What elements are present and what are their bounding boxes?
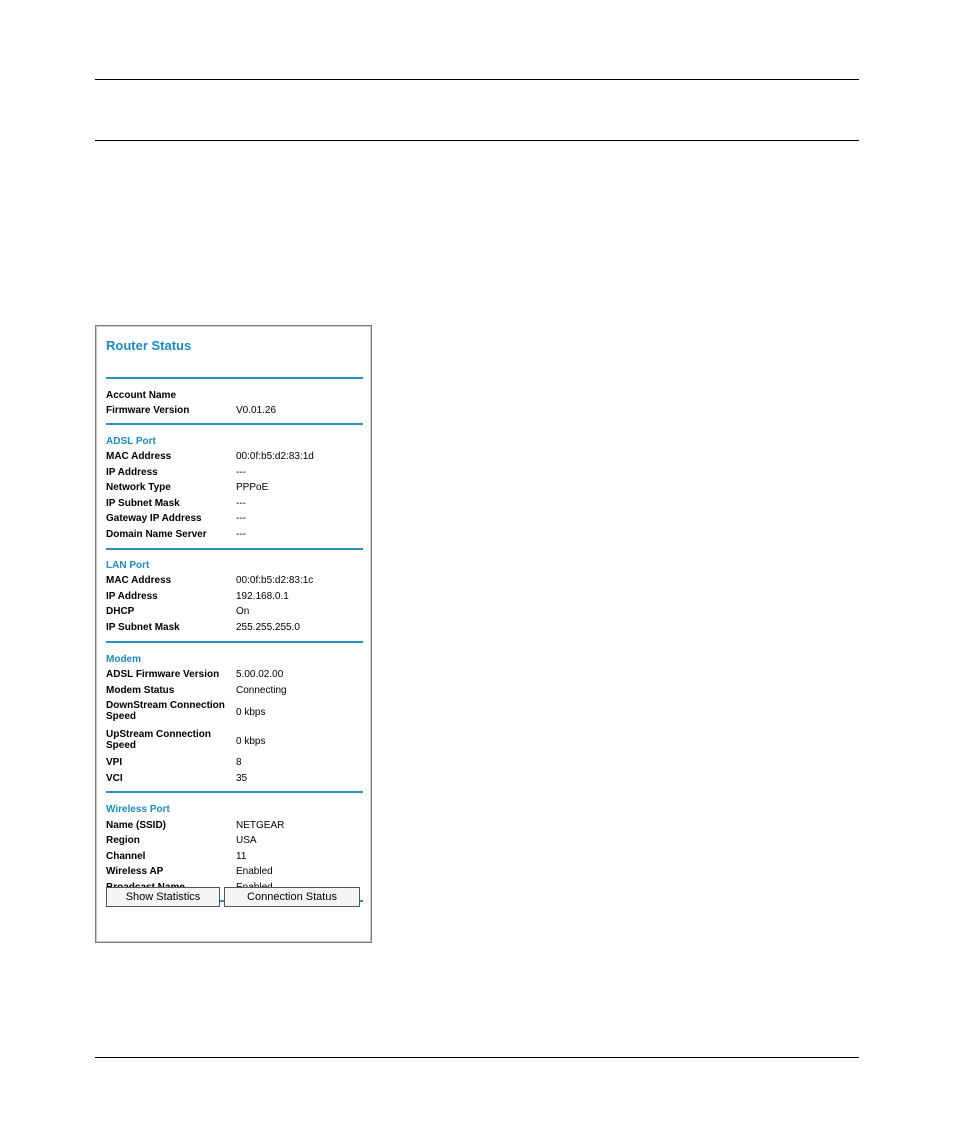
show-statistics-button[interactable]: Show Statistics	[106, 887, 220, 907]
row-label: DHCP	[106, 606, 135, 617]
row-value: ---	[236, 513, 246, 524]
connection-status-button[interactable]: Connection Status	[224, 887, 360, 907]
row-value: 192.168.0.1	[236, 591, 289, 602]
section-separator	[106, 791, 363, 793]
row-label: IP Subnet Mask	[106, 498, 180, 509]
row-value: PPPoE	[236, 482, 269, 493]
section-heading-wireless-port: Wireless Port	[106, 804, 170, 815]
row-label: Account Name	[106, 390, 177, 401]
row-value: USA	[236, 835, 257, 846]
section-separator	[106, 548, 363, 550]
row-value: 0 kbps	[236, 707, 266, 718]
panel-title: Router Status	[106, 338, 192, 353]
row-label: IP Address	[106, 467, 158, 478]
section-separator	[106, 377, 363, 379]
footer-rule	[95, 1057, 859, 1058]
row-value: 00:0f:b5:d2:83:1d	[236, 451, 314, 462]
row-value: 00:0f:b5:d2:83:1c	[236, 575, 314, 586]
row-label: Modem Status	[106, 685, 175, 696]
row-value: Connecting	[236, 685, 287, 696]
row-label: VCI	[106, 773, 123, 784]
router-status-panel	[95, 325, 372, 943]
row-label: Name (SSID)	[106, 820, 167, 831]
header-bottom-rule	[95, 140, 859, 141]
section-heading-adsl-port: ADSL Port	[106, 436, 156, 447]
row-value: 35	[236, 773, 248, 784]
row-label: Network Type	[106, 482, 171, 493]
row-value: V0.01.26	[236, 405, 277, 416]
row-label: Wireless AP	[106, 866, 164, 877]
row-value: NETGEAR	[236, 820, 285, 831]
row-value: 255.255.255.0	[236, 622, 300, 633]
header-top-rule	[95, 79, 859, 80]
section-heading-modem: Modem	[106, 654, 141, 665]
section-separator	[106, 641, 363, 643]
row-label: Gateway IP Address	[106, 513, 202, 524]
row-value: 11	[236, 851, 247, 862]
row-value: On	[236, 606, 250, 617]
row-label: DownStream Connection Speed	[106, 700, 225, 722]
row-value: ---	[236, 529, 246, 540]
row-label: MAC Address	[106, 575, 172, 586]
row-value: ---	[236, 498, 246, 509]
row-label: Domain Name Server	[106, 529, 207, 540]
row-label: MAC Address	[106, 451, 172, 462]
section-heading-lan-port: LAN Port	[106, 560, 150, 571]
row-label: UpStream Connection Speed	[106, 729, 212, 751]
row-label: Channel	[106, 851, 146, 862]
row-value: ---	[236, 467, 246, 478]
row-value: 0 kbps	[236, 736, 266, 747]
row-label: VPI	[106, 757, 123, 768]
row-label: ADSL Firmware Version	[106, 669, 220, 680]
row-label: Firmware Version	[106, 405, 190, 416]
row-value: 8	[236, 757, 242, 768]
row-value: Enabled	[236, 866, 273, 877]
row-value: 5.00.02.00	[236, 669, 284, 680]
row-label: Region	[106, 835, 140, 846]
section-separator	[106, 423, 363, 425]
row-label: IP Subnet Mask	[106, 622, 180, 633]
row-label: IP Address	[106, 591, 158, 602]
